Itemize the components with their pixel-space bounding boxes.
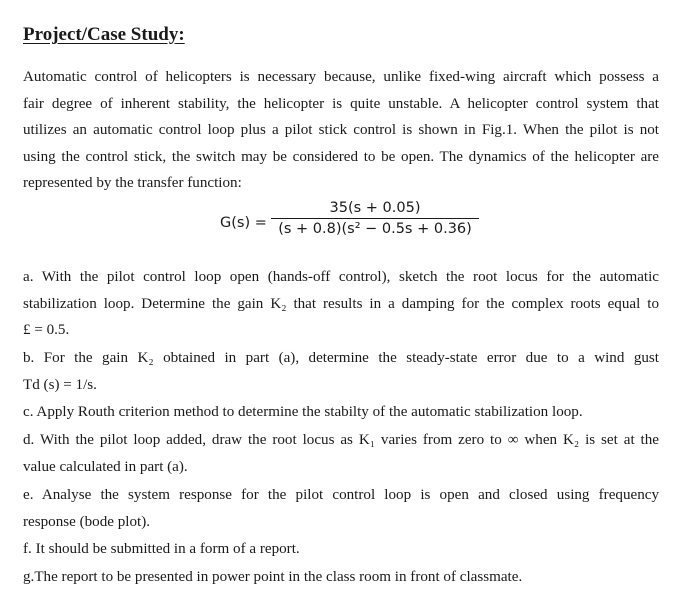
item-line: g.The report to be presented in power point in the class room in front of classmate. [23,569,523,585]
question-item-a [23,264,659,344]
intro-paragraph [23,64,659,197]
intro-line: represented by the transfer function: [23,175,242,192]
question-item-b [23,345,659,398]
item-line: value calculated in part (a). [23,458,188,475]
page-title: Project/Case Study: [23,24,185,45]
item-line: c. Apply Routh criterion method to determine the stabilty of the automatic stabilization loop. [23,404,583,420]
question-item-f [23,536,659,563]
equation-numerator: 35(s + 0.05) [329,200,421,216]
question-item-g [23,564,659,591]
question-item-c [23,399,659,426]
intro-line: Automatic control of helicopters is necessary because, unlike fixed-wing aircraft which possess a [23,69,659,85]
item-line: a. With the pilot control loop open (hands-off control), sketch the root locus for the automatic [23,269,659,285]
item-line: response (bode plot). [23,513,151,530]
item-line: Td (s) = 1/s. [23,376,97,393]
equation-fraction [270,200,480,237]
intro-line: utilizes an automatic control loop plus a pilot stick control is shown in Fig.1. When the pilot is not [23,122,659,139]
intro-line: fair degree of inherent stability, the helicopter is quite unstable. A helicopter control system that [23,95,659,112]
equation-denominator: (s + 0.8)(s² − 0.5s + 0.36) [278,221,472,237]
item-line: d. With the pilot loop added, draw the root locus as K₁ varies from zero to ∞ when K₂ is set at the [23,432,659,448]
equation-lhs: G(s) = [220,215,267,231]
question-item-d [23,427,659,480]
item-line: e. Analyse the system response for the pilot control loop is open and closed using frequency [23,487,659,503]
item-line: f. It should be submitted in a form of a report. [23,541,300,557]
intro-line: using the control stick, the switch may be considered to be open. The dynamics of the helicopter are [23,148,659,165]
question-item-e [23,482,659,535]
item-line: £ = 0.5. [23,322,70,339]
item-line: stabilization loop. Determine the gain K₂ that results in a damping for the complex roots equal to [23,295,659,312]
item-line: b. For the gain K₂ obtained in part (a), determine the steady-state error due to a wind gust [23,350,659,366]
